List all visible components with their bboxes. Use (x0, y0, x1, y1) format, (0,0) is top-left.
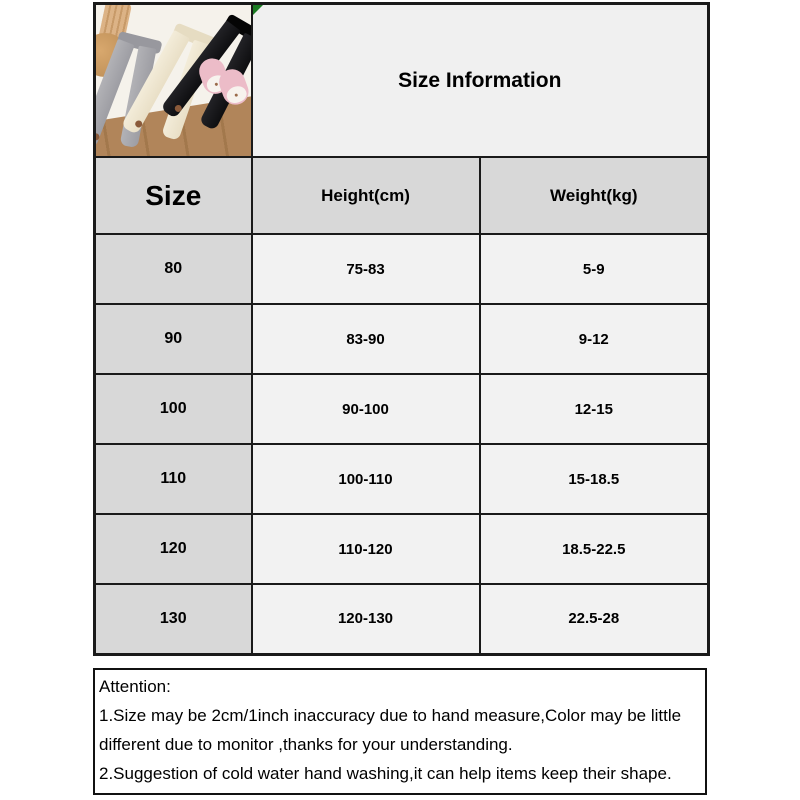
table-header-row (95, 157, 709, 234)
weight-value: 18.5-22.5 (480, 514, 709, 584)
table-row (95, 584, 709, 654)
weight-value: 15-18.5 (480, 444, 709, 514)
cell-comment-marker-icon (253, 5, 263, 15)
size-value: 90 (95, 304, 252, 374)
column-header-size: Size (95, 157, 252, 234)
weight-value: 22.5-28 (480, 584, 709, 654)
height-value: 90-100 (252, 374, 480, 444)
attention-heading: Attention: (99, 677, 171, 696)
weight-value: 5-9 (480, 234, 709, 304)
size-value: 110 (95, 444, 252, 514)
height-value: 83-90 (252, 304, 480, 374)
height-value: 100-110 (252, 444, 480, 514)
page-title-cell (252, 4, 709, 158)
product-photo (96, 5, 251, 156)
table-row (95, 444, 709, 514)
size-value: 130 (95, 584, 252, 654)
weight-value: 9-12 (480, 304, 709, 374)
size-value: 100 (95, 374, 252, 444)
height-value: 110-120 (252, 514, 480, 584)
size-value: 80 (95, 234, 252, 304)
size-value: 120 (95, 514, 252, 584)
bear-patch (173, 104, 183, 114)
table-row (95, 514, 709, 584)
weight-value: 12-15 (480, 374, 709, 444)
height-value: 120-130 (252, 584, 480, 654)
attention-note-1: 1.Size may be 2cm/1inch inaccuracy due to hand measure,Color may be little different due to monitor ,thanks for your understanding. (99, 706, 682, 754)
attention-note-2: 2.Suggestion of cold water hand washing,it can help items keep their shape. (99, 764, 672, 783)
column-header-weight: Weight(kg) (480, 157, 709, 234)
bear-patch (96, 132, 100, 141)
column-header-height: Height(cm) (252, 157, 480, 234)
bear-patch (134, 119, 144, 129)
product-photo-cell (95, 4, 252, 158)
page-title: Size Information (398, 68, 562, 92)
table-row (95, 304, 709, 374)
size-table (93, 2, 710, 656)
attention-note-box (93, 668, 707, 795)
height-value: 75-83 (252, 234, 480, 304)
table-row (95, 374, 709, 444)
table-row (95, 234, 709, 304)
photo-and-title-row (95, 4, 709, 158)
